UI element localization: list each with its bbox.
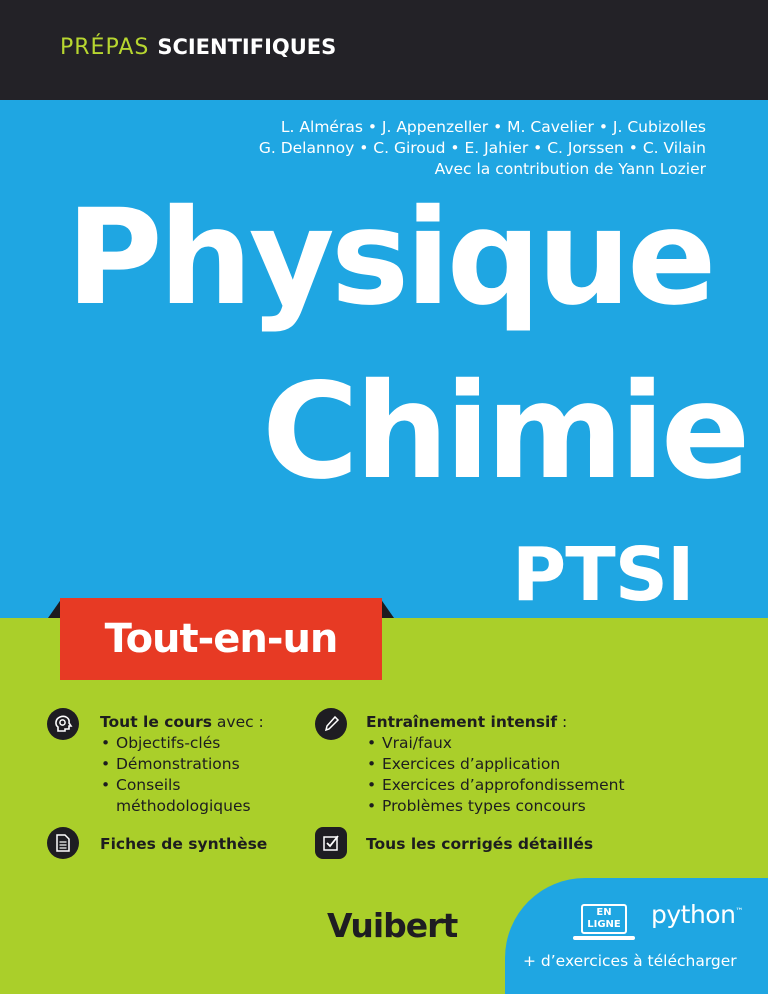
- contributor-line: Avec la contribution de Yann Lozier: [434, 160, 706, 178]
- download-note: + d’exercices à télécharger: [523, 952, 737, 970]
- ribbon-label: Tout-en-un: [104, 616, 338, 662]
- feature-cours-list: [100, 733, 300, 817]
- python-label: python: [651, 900, 736, 929]
- feature-corriges-title: Tous les corrigés détaillés: [366, 835, 594, 853]
- laptop-base: [573, 936, 635, 940]
- laptop-icon: [577, 900, 635, 942]
- publisher-logo: Vuibert: [327, 906, 458, 945]
- feature-entrainement-suffix: :: [557, 713, 568, 731]
- title-chimie: Chimie: [262, 355, 747, 509]
- header-band: [0, 0, 768, 100]
- online-badge-line1: EN: [596, 907, 612, 918]
- ribbon-fold-right: [380, 598, 394, 618]
- ribbon: [60, 598, 382, 680]
- series-name: SCIENTIFIQUES: [157, 35, 337, 59]
- python-logo: [651, 900, 743, 929]
- pen-icon: [315, 708, 347, 740]
- feature-corriges: [366, 834, 593, 855]
- feature-entrainement-title: Entraînement intensif: [366, 713, 558, 731]
- list-item: • Exercices d’approfondissement: [366, 775, 666, 796]
- feature-cours-suffix: avec :: [211, 713, 264, 731]
- trademark: ™: [735, 906, 743, 916]
- online-resources: [505, 878, 768, 994]
- checkbox-icon: [315, 827, 347, 859]
- ribbon-body: [60, 598, 382, 680]
- authors-line: G. Delannoy • C. Giroud • E. Jahier • C. Jorssen • C. Vilain: [258, 139, 706, 157]
- authors: [146, 117, 706, 180]
- title-physique: Physique: [66, 181, 713, 335]
- list-item: • Démonstrations: [100, 754, 300, 775]
- list-item: • Conseils méthodologiques: [100, 775, 300, 817]
- feature-entrainement-list: [366, 733, 666, 817]
- feature-fiches: [100, 834, 267, 855]
- list-item: • Problèmes types concours: [366, 796, 666, 817]
- series-prefix: PRÉPAS: [60, 35, 150, 60]
- feature-cours: [100, 712, 300, 817]
- brain-gear-icon: [47, 708, 79, 740]
- list-item: • Exercices d’application: [366, 754, 666, 775]
- feature-cours-title: Tout le cours: [100, 713, 212, 731]
- list-item: • Objectifs-clés: [100, 733, 300, 754]
- series-logo: [60, 35, 336, 60]
- document-icon: [47, 827, 79, 859]
- online-badge: [581, 904, 627, 934]
- authors-line: L. Alméras • J. Appenzeller • M. Cavelier • J. Cubizolles: [280, 118, 706, 136]
- list-item: • Vrai/faux: [366, 733, 666, 754]
- online-badge-line2: LIGNE: [587, 919, 621, 930]
- feature-fiches-title: Fiches de synthèse: [100, 835, 268, 853]
- feature-entrainement: [366, 712, 666, 817]
- title-level: PTSI: [512, 532, 694, 618]
